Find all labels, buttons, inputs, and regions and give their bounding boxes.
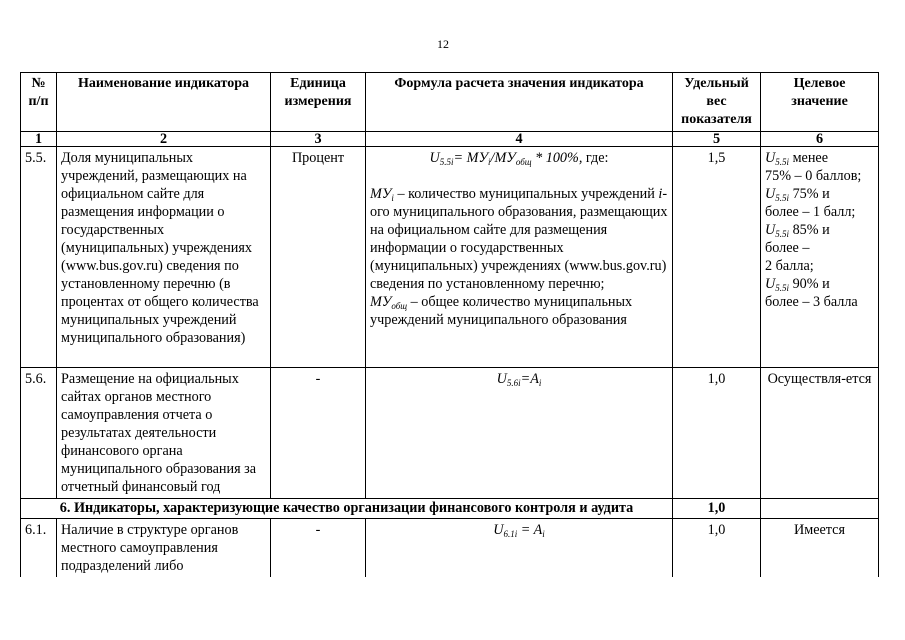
header-num: № п/п bbox=[21, 73, 57, 132]
section-title: 6. Индикаторы, характеризующие качество организации финансового контроля и аудита bbox=[21, 499, 673, 519]
target-cell bbox=[761, 147, 879, 368]
formula-cell bbox=[366, 519, 673, 578]
indicator-name: Размещение на официальных сайтах органов местного самоуправления отчета о результатах деятельности финансового органа муниципального образования за отчетный финансовый год bbox=[57, 368, 271, 499]
unit-cell: - bbox=[271, 519, 366, 578]
target-line: $U_{5.5i}$ 75% и bbox=[765, 186, 830, 203]
target-cell: Имеется bbox=[761, 519, 879, 578]
column-number: 5 bbox=[673, 132, 761, 147]
weight-cell: 1,0 bbox=[673, 519, 761, 578]
row-number: 5.5. bbox=[21, 147, 57, 368]
unit-cell: - bbox=[271, 368, 366, 499]
formula-description-mu-total: $МУ_{общ}$ – общее количество муниципальных учреждений муниципального образования bbox=[370, 294, 633, 328]
formula-cell bbox=[366, 368, 673, 499]
row-number: 6.1. bbox=[21, 519, 57, 578]
column-number: 6 bbox=[761, 132, 879, 147]
target-cell: Осуществля-ется bbox=[761, 368, 879, 499]
weight-cell: 1,0 bbox=[673, 368, 761, 499]
formula-cell bbox=[366, 147, 673, 368]
target-line: $U_{5.5i}$ 85% и bbox=[765, 222, 830, 239]
target-line: 2 балла; bbox=[765, 258, 814, 274]
table-row bbox=[21, 368, 879, 499]
column-number: 4 bbox=[366, 132, 673, 147]
section-weight: 1,0 bbox=[673, 499, 761, 519]
target-line: более – 3 балла bbox=[765, 294, 858, 310]
target-line: $U_{5.5i}$ 90% и bbox=[765, 276, 830, 293]
header-weight: Удельный вес показателя bbox=[673, 73, 761, 132]
indicator-name: Наличие в структуре органов местного самоуправления подразделений либо bbox=[57, 519, 271, 578]
formula-description-mu-i: $МУ_i$ – количество муниципальных учреждений i-ого муниципального образования, размещающих на официальном сайте для размещения информации о государственных (муниципальных) учреждениях (www.bus.gov.ru) сведения по установленному перечню; bbox=[370, 186, 668, 292]
weight-cell: 1,5 bbox=[673, 147, 761, 368]
formula-main: $U_{5.5i}= МУ_i/МУ_{общ} * 100\%$, где: bbox=[429, 150, 609, 167]
header-unit: Единица измерения bbox=[271, 73, 366, 132]
table-row bbox=[21, 519, 879, 578]
unit-cell: Процент bbox=[271, 147, 366, 368]
formula-main: $U_{6.1i} = A_i$ bbox=[493, 522, 545, 539]
indicators-table bbox=[20, 72, 879, 577]
column-number-row bbox=[21, 132, 879, 147]
page-number: 12 bbox=[437, 37, 449, 51]
target-line: $U_{5.5i}$ менее bbox=[765, 150, 829, 167]
header-name: Наименование индикатора bbox=[57, 73, 271, 132]
target-line: более – 1 балл; bbox=[765, 204, 856, 220]
header-row bbox=[21, 73, 879, 132]
header-formula: Формула расчета значения индикатора bbox=[366, 73, 673, 132]
header-target: Целевое значение bbox=[761, 73, 879, 132]
row-number: 5.6. bbox=[21, 368, 57, 499]
column-number: 1 bbox=[21, 132, 57, 147]
target-line: более – bbox=[765, 240, 810, 256]
column-number: 3 bbox=[271, 132, 366, 147]
indicator-name: Доля муниципальных учреждений, размещающих на официальном сайте для размещения информации о государственных (муниципальных) учреждениях (www.bus.gov.ru) сведения по установленному перечню (в процентах от общего количества муниципальных учреждений муниципального образования) bbox=[57, 147, 271, 368]
table-row bbox=[21, 147, 879, 368]
section-empty bbox=[761, 499, 879, 519]
target-line: 75% – 0 баллов; bbox=[765, 168, 862, 184]
formula-main: $U_{5.6i}=A_i$ bbox=[496, 371, 542, 388]
section-row bbox=[21, 499, 879, 519]
column-number: 2 bbox=[57, 132, 271, 147]
